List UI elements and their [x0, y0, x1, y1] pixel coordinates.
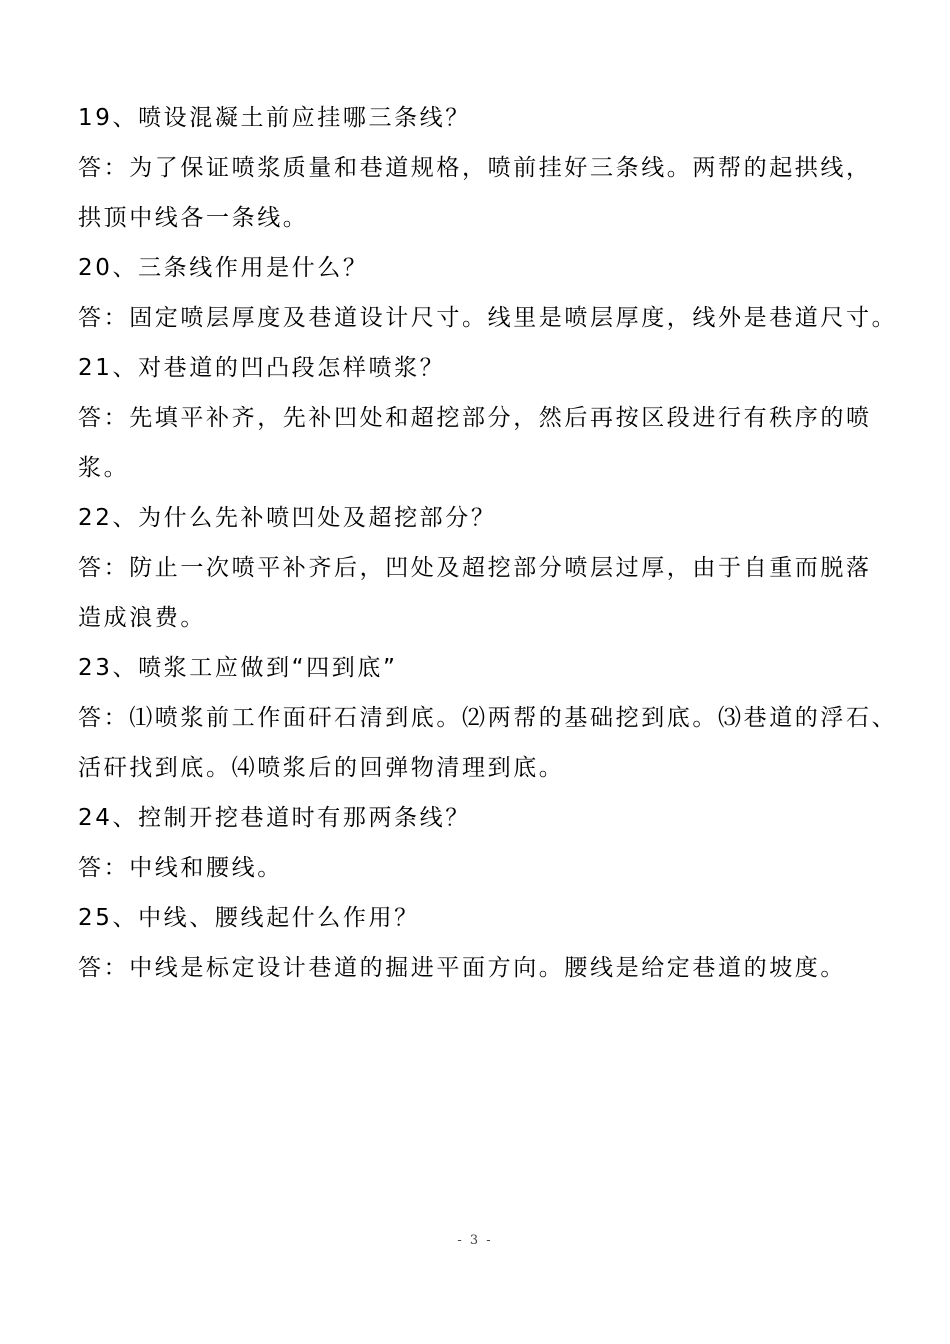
answer-20: 答：固定喷层厚度及巷道设计尺寸。线里是喷层厚度，线外是巷道尺寸。 [78, 305, 898, 331]
answer-25: 答：中线是标定设计巷道的掘进平面方向。腰线是给定巷道的坡度。 [78, 955, 846, 981]
answer-19-line-1: 答：为了保证喷浆质量和巷道规格，喷前挂好三条线。两帮的起拱线， [78, 155, 872, 181]
page-number: - 3 - [457, 1233, 493, 1248]
answer-23-line-1: 答：⑴喷浆前工作面矸石清到底。⑵两帮的基础挖到底。⑶巷道的浮石、 [78, 705, 898, 731]
question-20: 20、三条线作用是什么？ [78, 255, 369, 281]
answer-21-line-1: 答：先填平补齐，先补凹处和超挖部分，然后再按区段进行有秩序的喷 [78, 405, 872, 431]
question-24: 24、控制开挖巷道时有那两条线？ [78, 805, 471, 831]
answer-24: 答：中线和腰线。 [78, 855, 283, 881]
question-21: 21、对巷道的凹凸段怎样喷浆？ [78, 355, 446, 381]
answer-22-line-2: 造成浪费。 [78, 605, 206, 631]
question-19: 19、喷设混凝土前应挂哪三条线？ [78, 105, 471, 131]
question-22: 22、为什么先补喷凹处及超挖部分？ [78, 505, 497, 531]
answer-21-line-2: 浆。 [78, 455, 130, 481]
answer-23-line-2: 活矸找到底。⑷喷浆后的回弹物清理到底。 [78, 755, 565, 781]
answer-22-line-1: 答：防止一次喷平补齐后，凹处及超挖部分喷层过厚，由于自重而脱落 [78, 555, 872, 581]
question-23: 23、喷浆工应做到“四到底” [78, 655, 398, 681]
question-25: 25、中线、腰线起什么作用？ [78, 905, 420, 931]
answer-19-line-2: 拱顶中线各一条线。 [78, 205, 309, 231]
